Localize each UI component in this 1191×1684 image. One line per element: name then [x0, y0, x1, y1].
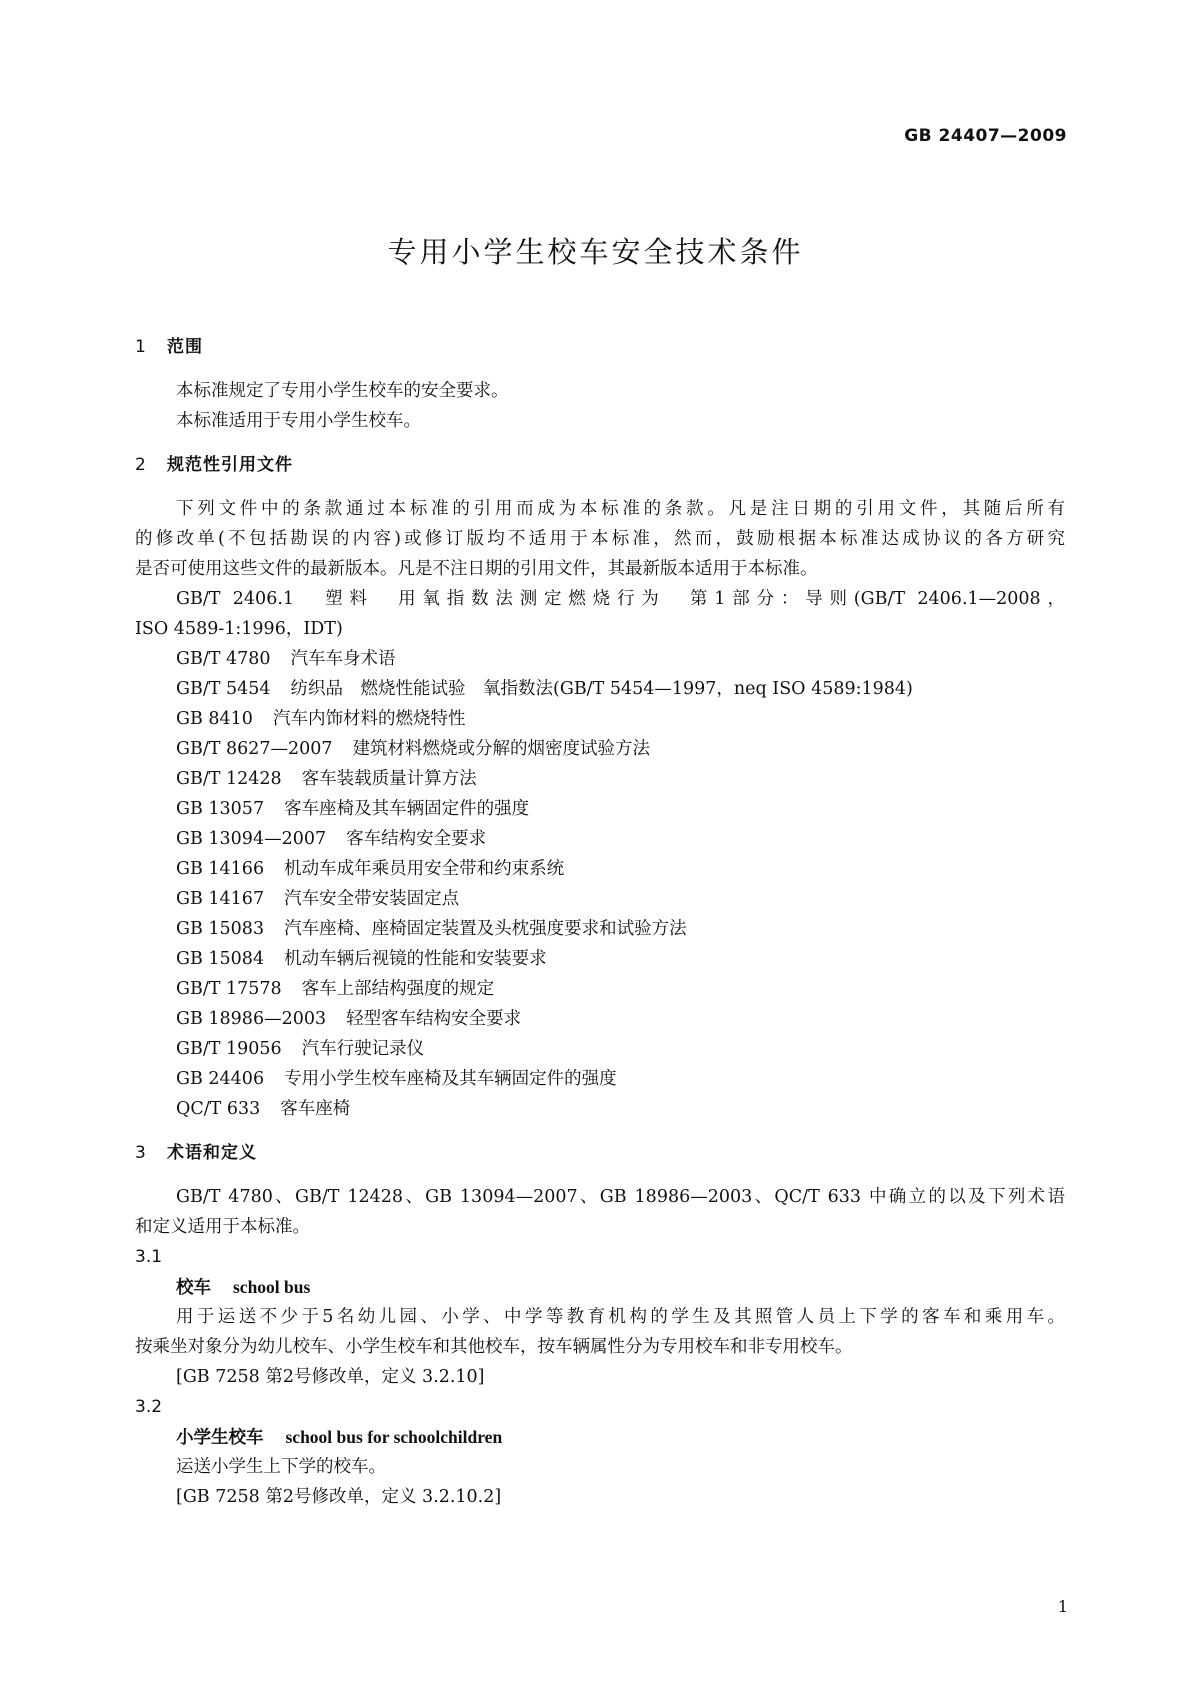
reference-list	[135, 644, 1065, 1124]
definition-line: 运送小学生上下学的校车。	[176, 1457, 386, 1477]
clause-number: 3.1	[135, 1247, 163, 1267]
standard-code: GB 24407—2009	[904, 126, 1067, 146]
reference-code: GB 15083	[176, 919, 265, 939]
reference-item	[135, 1034, 1065, 1064]
reference-code: GB/T 17578	[176, 979, 282, 999]
reference-title: 客车座椅及其车辆固定件的强度	[284, 799, 530, 819]
paragraph-line: 是否可使用这些文件的最新版本。凡是不注日期的引用文件，其最新版本适用于本标准。	[135, 559, 818, 579]
reference-title: 汽车车身术语	[290, 649, 396, 669]
reference-item	[135, 884, 1065, 914]
section-number: 2	[135, 455, 147, 475]
section-title: 规范性引用文件	[167, 455, 293, 475]
reference-code: GB/T 12428	[176, 769, 282, 789]
term-zh: 小学生校车	[176, 1428, 264, 1448]
document-body	[135, 332, 1065, 1512]
reference-code: GB 15084	[176, 949, 265, 969]
reference-item: GB/T 2406.1 塑料 用氧指数法测定燃烧行为 第1部分：导则(GB/T 2406.1—2008，	[176, 589, 1065, 609]
reference-item	[135, 1064, 1065, 1094]
reference-item	[135, 764, 1065, 794]
reference-title: 机动车辆后视镜的性能和安装要求	[284, 949, 547, 969]
paragraph-line: 和定义适用于本标准。	[135, 1217, 310, 1237]
reference-code: GB/T 5454	[176, 679, 271, 699]
section-heading-normative-references	[135, 450, 1065, 480]
reference-title: 机动车成年乘员用安全带和约束系统	[284, 859, 565, 879]
definition-line: 用于运送不少于5名幼儿园、小学、中学等教育机构的学生及其照管人员上下学的客车和乘用车。	[176, 1307, 1065, 1327]
term-zh: 校车	[176, 1278, 211, 1298]
reference-code: GB/T 19056	[176, 1039, 282, 1059]
reference-item	[135, 704, 1065, 734]
reference-title: 客车结构安全要求	[346, 829, 487, 849]
section-heading-terms-definitions	[135, 1138, 1065, 1168]
reference-title: 建筑材料燃烧或分解的烟密度试验方法	[352, 739, 651, 759]
reference-code: QC/T 633	[176, 1099, 261, 1119]
reference-title: 汽车安全带安装固定点	[284, 889, 460, 909]
reference-code: GB 13057	[176, 799, 265, 819]
paragraph-line: GB/T 4780、GB/T 12428、GB 13094—2007、GB 18986—2003、QC/T 633 中确立的以及下列术语	[176, 1187, 1065, 1207]
paragraph-line: 的修改单(不包括勘误的内容)或修订版均不适用于本标准，然而，鼓励根据本标准达成协议的各方研究	[135, 529, 1065, 549]
reference-code: GB/T 8627—2007	[176, 739, 333, 759]
reference-code: GB 14166	[176, 859, 265, 879]
reference-item	[135, 794, 1065, 824]
reference-item	[135, 734, 1065, 764]
reference-code: GB 8410	[176, 709, 253, 729]
section-heading-scope	[135, 332, 1065, 362]
reference-item	[135, 674, 1065, 704]
section-title: 范围	[167, 337, 203, 357]
paragraph: 本标准规定了专用小学生校车的安全要求。	[176, 381, 509, 401]
definition-source: [GB 7258 第2号修改单，定义 3.2.10.2]	[176, 1487, 502, 1507]
reference-code: GB 13094—2007	[176, 829, 327, 849]
document-title: 专用小学生校车安全技术条件	[387, 235, 804, 269]
term-en: school bus for schoolchildren	[285, 1427, 503, 1447]
definition-source: [GB 7258 第2号修改单，定义 3.2.10]	[176, 1367, 485, 1387]
reference-item	[135, 824, 1065, 854]
reference-title: 汽车内饰材料的燃烧特性	[272, 709, 466, 729]
paragraph: 本标准适用于专用小学生校车。	[176, 411, 421, 431]
reference-title: 客车上部结构强度的规定	[301, 979, 495, 999]
reference-title: 汽车座椅、座椅固定装置及头枕强度要求和试验方法	[284, 919, 687, 939]
reference-item-continuation: ISO 4589-1:1996，IDT)	[135, 619, 343, 639]
definition-line: 按乘坐对象分为幼儿校车、小学生校车和其他校车，按车辆属性分为专用校车和非专用校车。	[135, 1337, 853, 1357]
reference-title: 纺织品 燃烧性能试验 氧指数法(GB/T 5454—1997，neq ISO 4589:1984)	[290, 679, 913, 699]
reference-title: 汽车行驶记录仪	[301, 1039, 425, 1059]
reference-item	[135, 854, 1065, 884]
reference-code: GB/T 4780	[176, 649, 271, 669]
reference-item	[135, 1004, 1065, 1034]
reference-title: 专用小学生校车座椅及其车辆固定件的强度	[284, 1069, 617, 1089]
reference-title: 客车装载质量计算方法	[301, 769, 477, 789]
term-en: school bus	[233, 1277, 311, 1297]
reference-item	[135, 1094, 1065, 1124]
page-number: 1	[1057, 1597, 1068, 1616]
section-number: 1	[135, 337, 147, 357]
section-title: 术语和定义	[167, 1143, 257, 1163]
paragraph-line: 下列文件中的条款通过本标准的引用而成为本标准的条款。凡是注日期的引用文件，其随后所有	[176, 499, 1065, 519]
reference-item	[135, 944, 1065, 974]
reference-title: 客车座椅	[280, 1099, 351, 1119]
reference-code: GB 24406	[176, 1069, 265, 1089]
reference-item	[135, 644, 1065, 674]
clause-number: 3.2	[135, 1397, 163, 1417]
reference-item	[135, 914, 1065, 944]
term-heading	[135, 1272, 1065, 1302]
section-number: 3	[135, 1143, 147, 1163]
reference-item	[135, 974, 1065, 1004]
reference-code: GB 14167	[176, 889, 265, 909]
reference-title: 轻型客车结构安全要求	[346, 1009, 522, 1029]
reference-code: GB 18986—2003	[176, 1009, 327, 1029]
term-heading	[135, 1422, 1065, 1452]
